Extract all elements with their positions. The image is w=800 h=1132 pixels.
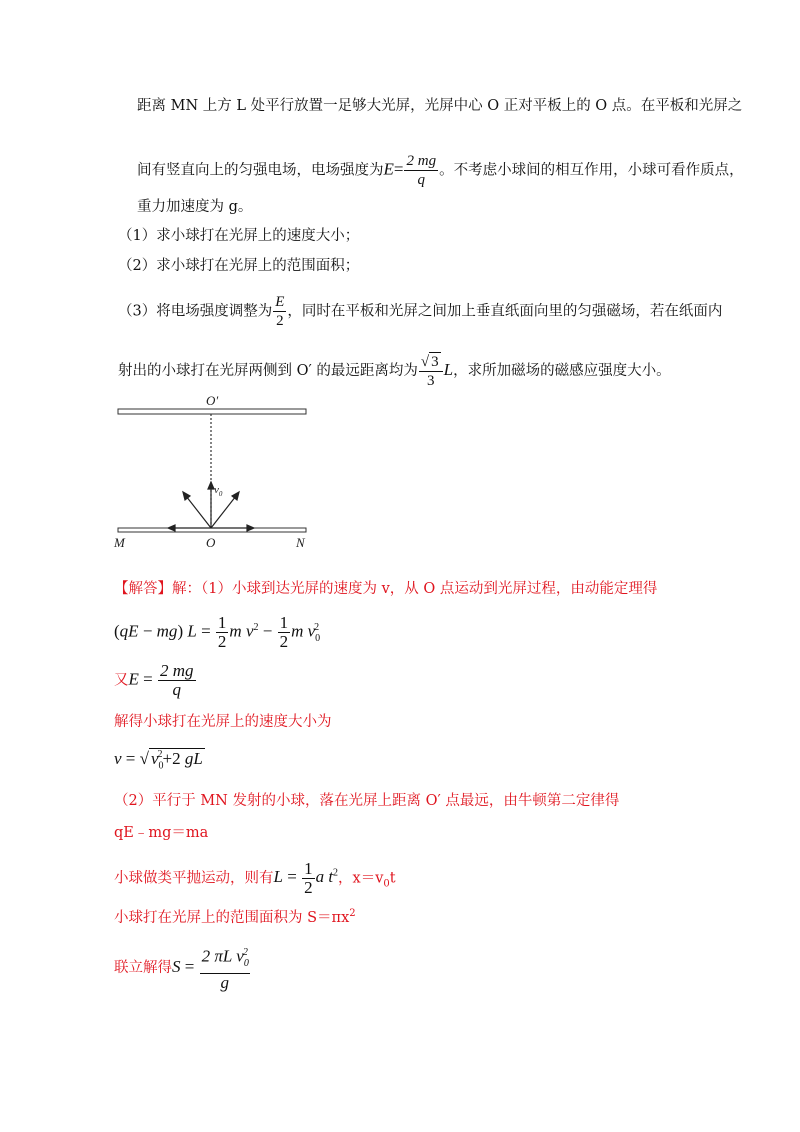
newton-equation: qE﹣mg＝ma (114, 825, 209, 841)
field-equation: 又E = $\frac{2 mg}{q}$ (114, 661, 194, 699)
area-text: 小球打在光屏上的范围面积为 S＝πx (114, 909, 350, 926)
question-1: （1）求小球打在光屏上的速度大小； (118, 228, 360, 244)
question-3-a: （3）将电场强度调整为 (118, 303, 273, 320)
question-3-d: ，求所加磁场的磁感应强度大小。 (453, 363, 671, 379)
velocity-arrows (168, 482, 254, 531)
projectile-b: ，x＝v (338, 870, 384, 887)
problem-line-3: 重力加速度为 g。 (137, 199, 253, 215)
velocity-result: v = √ $v_0^2+2$ gL (114, 749, 203, 772)
question-2: （2）求小球打在光屏上的范围面积； (118, 258, 360, 274)
projectile-line: 小球做类平抛运动，则有L = $\frac{1}{2}$ a $t^2$，$x=v_0t$ (114, 859, 396, 897)
label-o: O (206, 535, 216, 550)
light-screen (118, 409, 306, 414)
also-text: 又 (114, 672, 129, 689)
problem-line-2-b: 。不考虑小球间的相互作用，小球可看作质点， (439, 162, 744, 179)
field-fraction: $\frac{2 mg}{q}$ (406, 153, 437, 188)
part-2-text: （2）平行于 MN 发射的小球，落在光屏上距离 O′ 点最远，由牛顿第二定律得 (114, 793, 620, 809)
problem-line-2-a: 间有竖直向上的匀强电场，电场强度为 (137, 162, 384, 179)
projectile-a: 小球做类平抛运动，则有 (114, 870, 274, 887)
answer-tag: 【解答】 (114, 581, 172, 597)
label-v0: $v_0$ (214, 484, 223, 498)
answer-intro-text: 解：（1）小球到达光屏的速度为 v，从 O 点运动到光屏过程，由动能定理得 (172, 581, 658, 597)
solve-text: 联立解得 (114, 959, 172, 976)
distance-fraction: $\frac{√ 3}{3}$ (419, 352, 443, 390)
half-field-fraction: $\frac{E}{2}$ (275, 294, 285, 329)
label-m: M (114, 535, 125, 550)
result-1-text: 解得小球打在光屏上的速度大小为 (114, 714, 332, 730)
question-3-b: ，同时在平板和光屏之间加上垂直纸面向里的匀强磁场，若在纸面内 (287, 303, 723, 320)
question-3-line-1 (118, 293, 722, 330)
area-result: 联立解得S = $\frac{2 \pi L v_0^2}{g}$ (114, 944, 251, 992)
energy-equation: (qE − mg) L = $\frac{1}{2}$ m $v^2$ − $\frac{1}{2}$ m $v_0^2$ (114, 613, 321, 651)
area-line: 小球打在光屏上的范围面积为 $S=\pi x^2$ (114, 908, 356, 926)
question-3-c: 射出的小球打在光屏两侧到 O′ 的最远距离均为 (118, 363, 418, 379)
answer-intro (114, 579, 657, 599)
label-o-prime: O′ (206, 393, 219, 408)
setup-diagram (110, 392, 320, 552)
problem-line-1: 距离 MN 上方 L 处平行放置一足够大光屏，光屏中心 O 正对平板上的 O 点。在平板和光屏之 (137, 98, 743, 114)
label-n: N (296, 535, 305, 550)
question-3-line-2: 射出的小球打在光屏两侧到 O′ 的最远距离均为 $\frac{√ 3}{3}$ L，求所加磁场的磁感应强度大小。 (118, 354, 671, 389)
problem-line-2: 间有竖直向上的匀强电场，电场强度为E= $\frac{2 mg}{q}$ 。不考虑小球间的相互作用，小球可看作质点， (137, 153, 744, 188)
projectile-c: t (389, 870, 396, 887)
